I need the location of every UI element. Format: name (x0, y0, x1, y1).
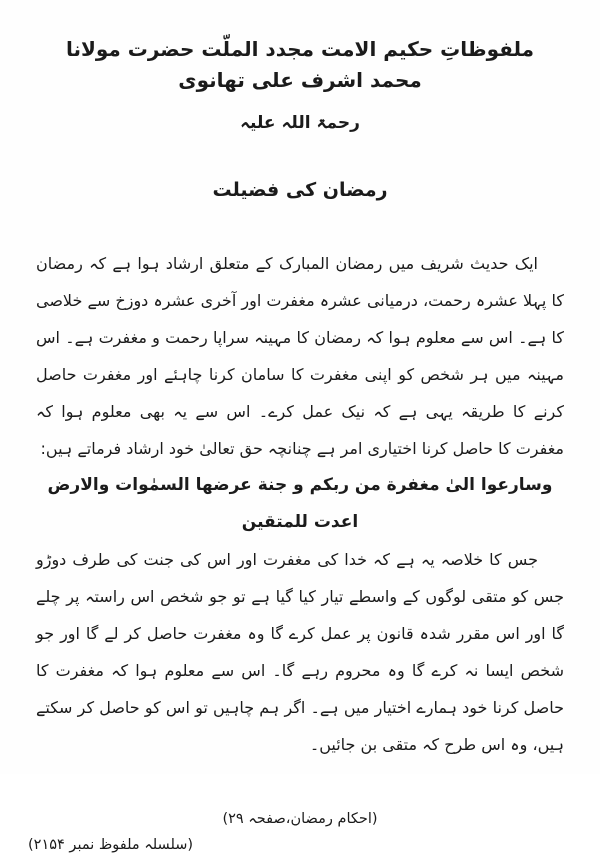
body-text (0, 245, 600, 763)
reference-series-number: (سلسلہ ملفوظ نمبر ۲۱۵۴) (28, 837, 194, 853)
reference-book-page: (احکام رمضان،صفحہ ۲۹) (222, 811, 378, 827)
body-paragraph-2: جس کا خلاصہ یہ ہے کہ خدا کی مغفرت اور اس کی جنت کی طرف دوڑو جس کو متقی لوگوں کے واسطے تیار کیا گیا ہے تو جو شخص اس راستہ پر چلے گا اور اس مقرر شدہ قانون پر عمل کرے گا وہ مغفرت حاصل کر لے گا اور جو شخص ایسا نہ کرے گا وہ محروم رہے گا۔ اس سے معلوم ہوا کہ مغفرت کا حاصل کرنا خود ہمارے اختیار میں ہے۔ اگر ہم چاہیں تو اس کو حاصل کر سکتے ہیں، وہ اس طرح کہ متقی بن جائیں۔ (36, 550, 564, 754)
body-paragraph-1: ایک حدیث شریف میں رمضان المبارک کے متعلق ارشاد ہوا ہے کہ رمضان کا پہلا عشرہ رحمت، درمیانی عشرہ مغفرت اور آخری عشرہ دوزخ سے خلاصی کا ہے۔ اس سے معلوم ہوا کہ رمضان کا مہینہ سراپا رحمت و مغفرت ہے۔ اس مہینہ میں ہر شخص کو اپنی مغفرت کا سامان کرنا چاہئے اور مغفرت حاصل کرنے کا طریقہ یہی ہے کہ نیک عمل کرے۔ اس سے یہ بھی معلوم ہوا کہ مغفرت کا حاصل کرنا اختیاری امر ہے چنانچہ حق تعالیٰ خود ارشاد فرماتے ہیں: (36, 254, 564, 458)
document-title: ملفوظاتِ حکیم الامت مجدد الملّت حضرت مولانا محمد اشرف علی تھانوی (65, 37, 535, 92)
honorific-line: رحمۃ اللہ علیہ (240, 113, 360, 133)
section-heading: رمضان کی فضیلت (212, 179, 388, 201)
quran-verse: وسارعوا الیٰ مغفرة من ربکم و جنة عرضها السمٰوات والارض اعدت للمتقین (47, 475, 553, 532)
